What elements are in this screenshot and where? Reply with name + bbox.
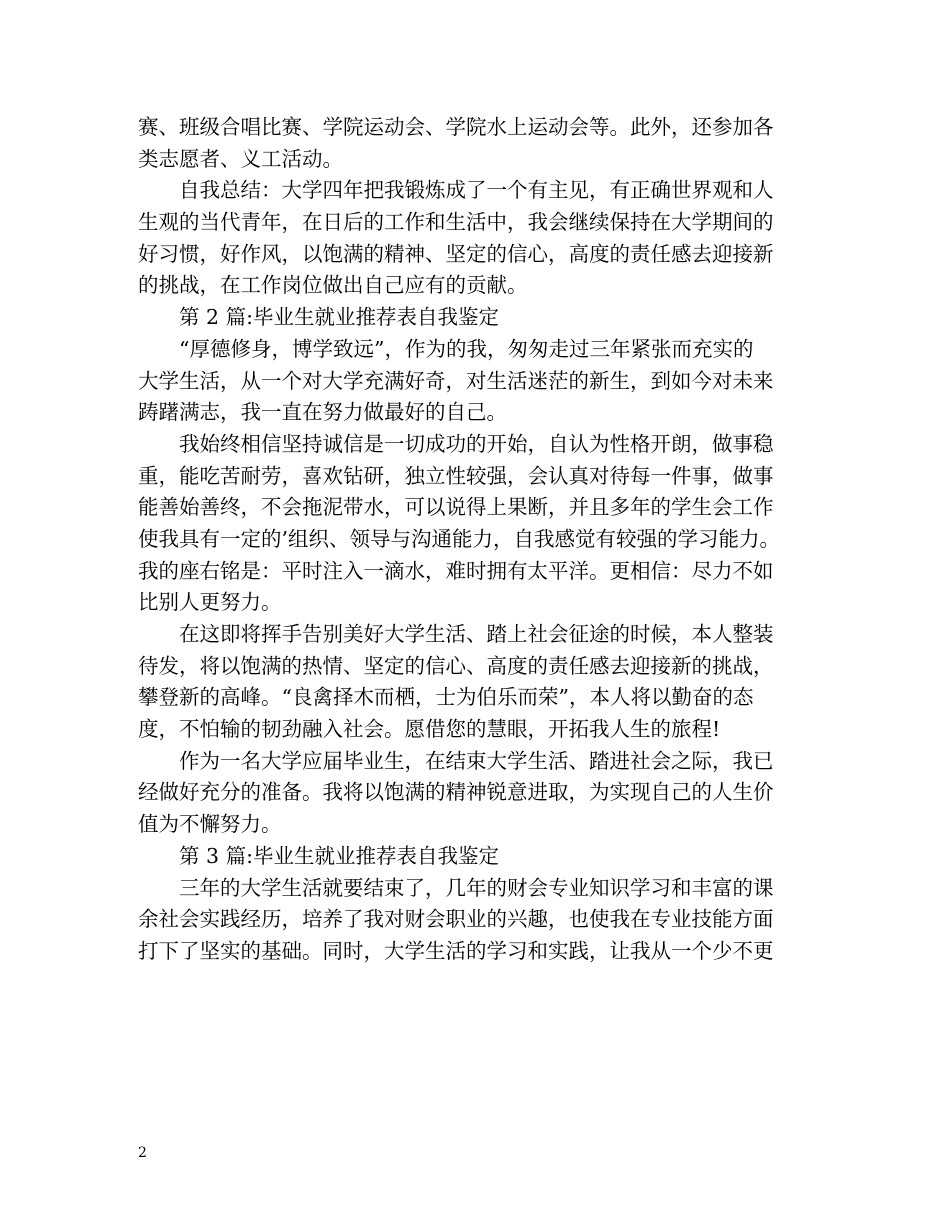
text-line: 打下了坚实的基础。同时，大学生活的学习和实践，让我从一个少不更 [138,938,774,963]
text-line: 经做好充分的准备。我将以饱满的精神锐意进取，为实现自己的人生价 [138,780,774,805]
text-line: 类志愿者、义工活动。 [138,146,343,171]
text-line: 踌躇满志，我一直在努力做最好的自己。 [138,400,507,425]
section-heading [138,302,838,334]
text-line: 比别人更努力。 [138,590,282,615]
paragraph [138,746,838,841]
text-line: 能善始善终，不会拖泥带水，可以说得上果断，并且多年的学生会工作 [138,495,774,520]
text-line: 度，不怕输的韧劲融入社会。愿借您的慧眼，开拓我人生的旅程! [138,717,721,742]
text-line: 赛、班级合唱比赛、学院运动会、学院水上运动会等。此外，还参加各 [138,115,774,139]
text-line: “厚德修身，博学致远”，作为的我，匆匆走过三年紧张而充实的 [179,336,754,361]
text-line: 我的座右铭是：平时注入一滴水，难时拥有太平洋。更相信：尽力不如 [138,558,774,583]
text-line: 我始终相信坚持诚信是一切成功的开始，自认为性格开朗，做事稳 [179,431,774,456]
text-line: 使我具有一定的’组织、领导与沟通能力，自我感觉有较强的学习能力。 [138,526,781,551]
text-line: 在这即将挥手告别美好大学生活、踏上社会征途的时候，本人整装 [179,622,774,646]
text-line: 待发，将以饱满的热情、坚定的信心、高度的责任感去迎接新的挑战， [138,653,774,678]
text-line: 大学生活，从一个对大学充满好奇，对生活迷茫的新生，到如今对未来 [138,368,774,393]
paragraph [138,429,838,619]
section-heading [138,841,838,873]
text-line: 作为一名大学应届毕业生，在结束大学生活、踏进社会之际，我已 [179,748,774,773]
text-line: 重，能吃苦耐劳，喜欢钻研，独立性较强，会认真对待每一件事，做事 [138,463,774,488]
document-body [138,112,838,968]
paragraph [138,175,838,302]
text-line: 值为不懈努力。 [138,812,282,837]
text-line: 余社会实践经历，培养了我对财会职业的兴趣，也使我在专业技能方面 [138,907,774,932]
paragraph [138,334,838,429]
paragraph [138,619,838,746]
text-line: 好习惯，好作风，以饱满的精神、坚定的信心，高度的责任感去迎接新 [138,241,774,266]
page-number: 2 [138,1145,147,1161]
text-line: 三年的大学生活就要结束了，几年的财会专业知识学习和丰富的课 [179,875,774,900]
paragraph [138,112,838,175]
text-line: 第 3 篇:毕业生就业推荐表自我鉴定 [179,843,499,868]
text-line: 的挑战，在工作岗位做出自己应有的贡献。 [138,273,528,298]
text-line: 自我总结：大学四年把我锻炼成了一个有主见，有正确世界观和人 [179,178,774,203]
text-line: 生观的当代青年，在日后的工作和生活中，我会继续保持在大学期间的 [138,210,774,235]
text-line: 第 2 篇:毕业生就业推荐表自我鉴定 [179,305,499,330]
paragraph [138,873,838,968]
text-line: 攀登新的高峰。“良禽择木而栖，士为伯乐而荣”，本人将以勤奋的态 [138,685,754,710]
